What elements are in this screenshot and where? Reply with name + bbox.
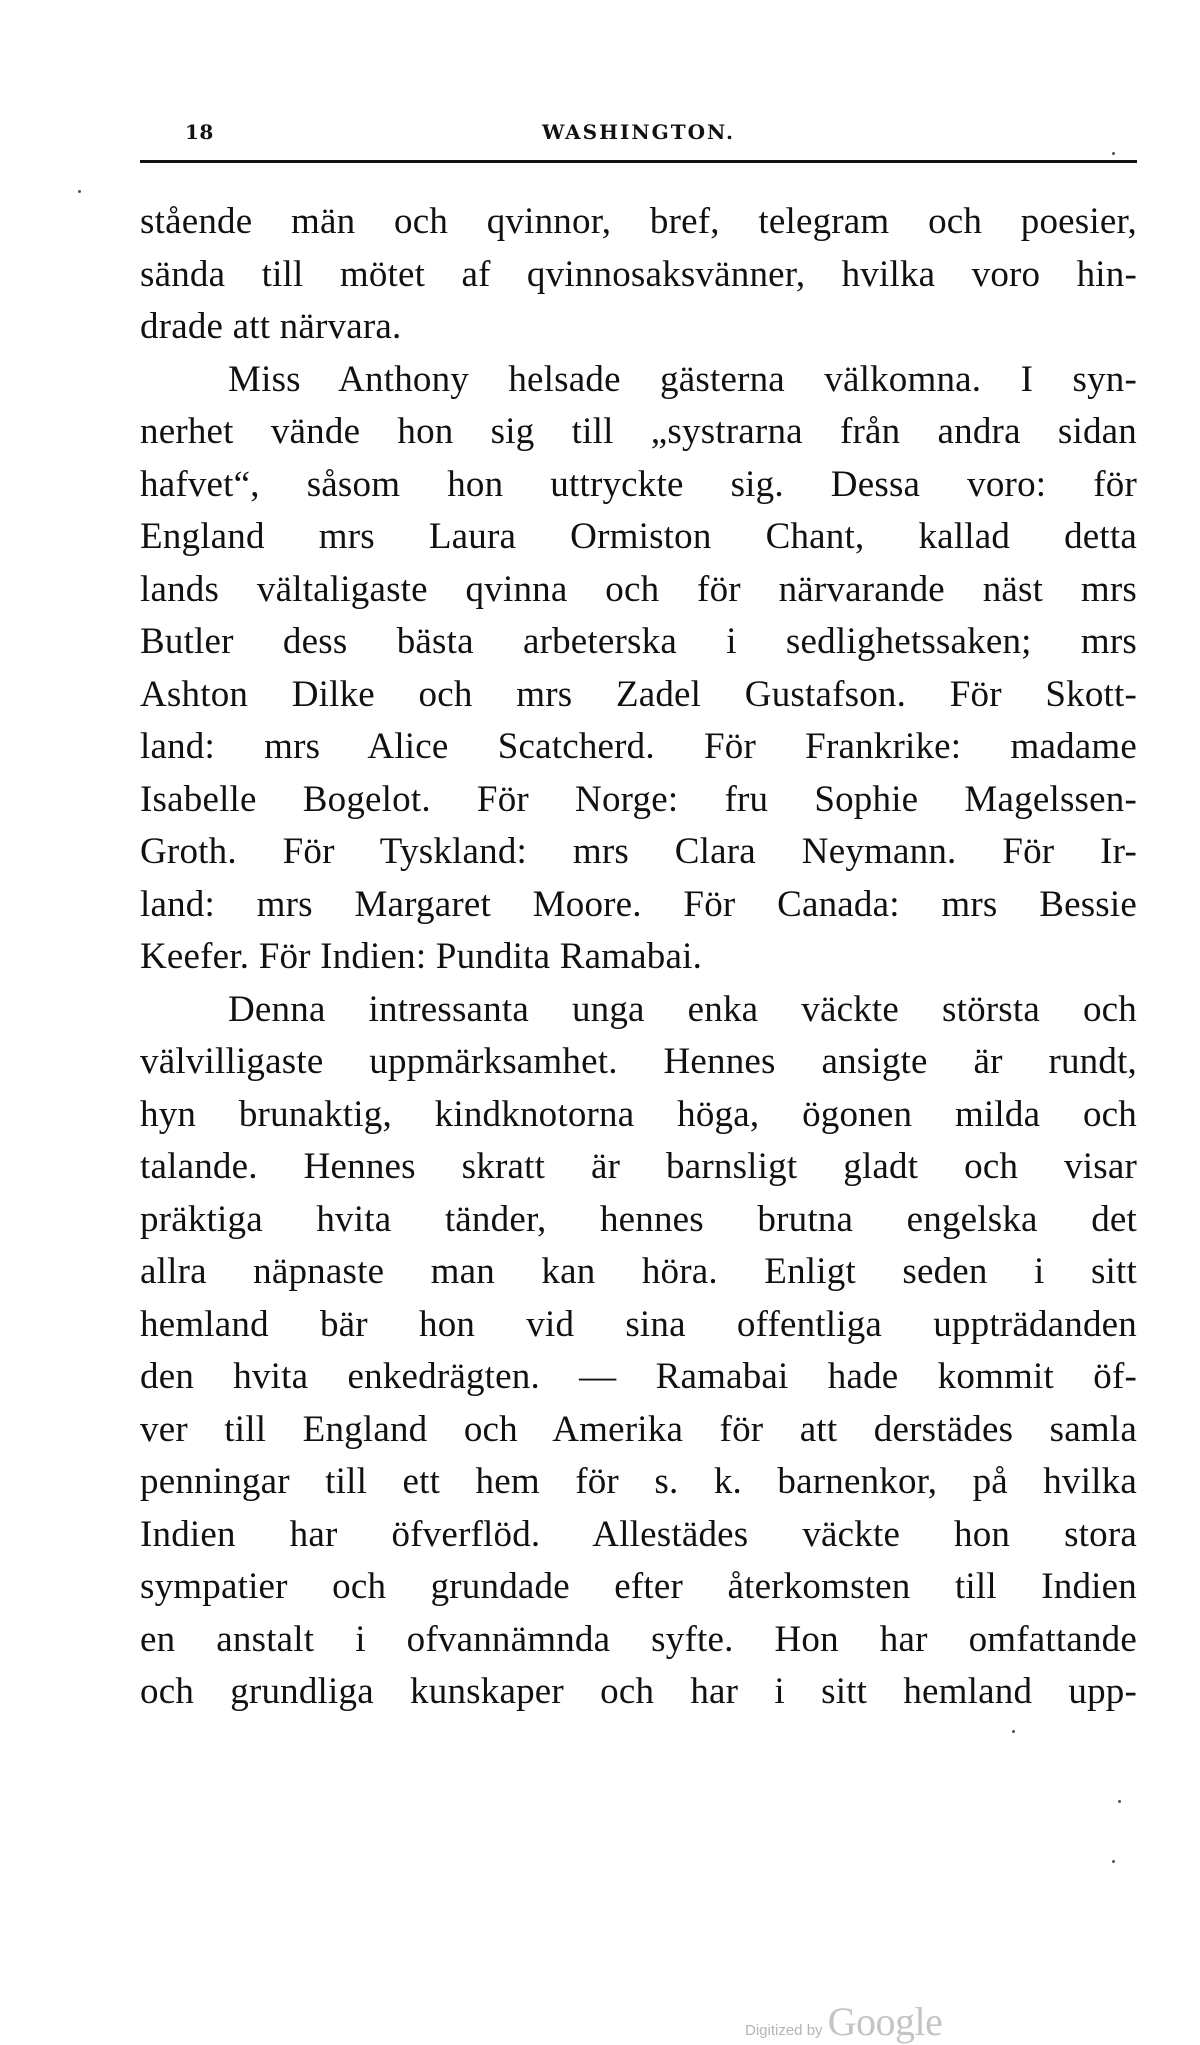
text-line: den hvita enkedrägten. — Ramabai hade kommit öf- (140, 1356, 1137, 1397)
text-line: hemland bär hon vid sina offentliga uppträdanden (140, 1303, 1137, 1345)
text-line: nerhet vände hon sig till „systrarna från andra sidan (140, 411, 1137, 452)
scan-speck (1012, 1730, 1015, 1733)
text-line: präktiga hvita tänder, hennes brutna engelska det (140, 1198, 1137, 1240)
text-line: land: mrs Alice Scatcherd. För Frankrike: madame (140, 726, 1137, 767)
scan-speck (1118, 1800, 1121, 1803)
watermark-prefix: Digitized by (745, 2022, 823, 2039)
text-line: sympatier och grundade efter återkomsten till Indien (140, 1566, 1137, 1607)
text-line: hyn brunaktig, kindknotorna höga, ögonen milda och (140, 1093, 1137, 1135)
text-line: talande. Hennes skratt är barnsligt gladt och visar (140, 1146, 1137, 1187)
text-line: och grundliga kunskaper och har i sitt hemland upp- (140, 1671, 1137, 1712)
text-line: en anstalt i ofvannämnda syfte. Hon har omfattande (140, 1618, 1137, 1660)
page-number: 18 (185, 120, 214, 144)
text-line: Indien har öfverflöd. Allestädes väckte hon stora (140, 1513, 1137, 1555)
text-line: Isabelle Bogelot. För Norge: fru Sophie Magelssen- (140, 778, 1137, 820)
text-line: ver till England och Amerika för att derstädes samla (140, 1408, 1137, 1450)
header-rule (140, 160, 1137, 163)
text-line: England mrs Laura Ormiston Chant, kallad detta (140, 516, 1137, 557)
text-line: sända till mötet af qvinnosaksvänner, hvilka voro hin- (140, 253, 1137, 295)
text-line: land: mrs Margaret Moore. För Canada: mrs Bessie (140, 883, 1137, 925)
text-line: allra näpnaste man kan höra. Enligt seden i sitt (140, 1251, 1137, 1292)
text-line: välvilligaste uppmärksamhet. Hennes ansigte är rundt, (140, 1041, 1137, 1082)
text-line: lands vältaligaste qvinna och för närvarande näst mrs (140, 568, 1137, 610)
text-line: Denna intressanta unga enka väckte största och (228, 988, 1137, 1030)
scan-speck (1112, 152, 1115, 155)
scan-speck (78, 190, 81, 193)
text-line: penningar till ett hem för s. k. barnenkor, på hvilka (140, 1461, 1137, 1502)
text-line: Keefer. För Indien: Pundita Ramabai. (140, 936, 703, 977)
scan-speck (1112, 1860, 1115, 1863)
running-head (140, 114, 1137, 150)
text-line: drade att närvara. (140, 306, 402, 347)
body-text (140, 196, 1137, 1719)
running-title: WASHINGTON. (541, 120, 736, 144)
text-line: Groth. För Tyskland: mrs Clara Neymann. För Ir- (140, 831, 1137, 872)
text-line: Miss Anthony helsade gästerna välkomna. I syn- (228, 358, 1137, 400)
text-line: stående män och qvinnor, bref, telegram och poesier, (140, 201, 1137, 242)
digitized-by-google-watermark (745, 1998, 943, 2044)
text-line: Ashton Dilke och mrs Zadel Gustafson. För Skott- (140, 673, 1137, 715)
google-logo: Google (827, 1999, 943, 2044)
text-line: Butler dess bästa arbeterska i sedlighetssaken; mrs (140, 621, 1137, 662)
text-line: hafvet“, såsom hon uttryckte sig. Dessa voro: för (140, 463, 1137, 505)
